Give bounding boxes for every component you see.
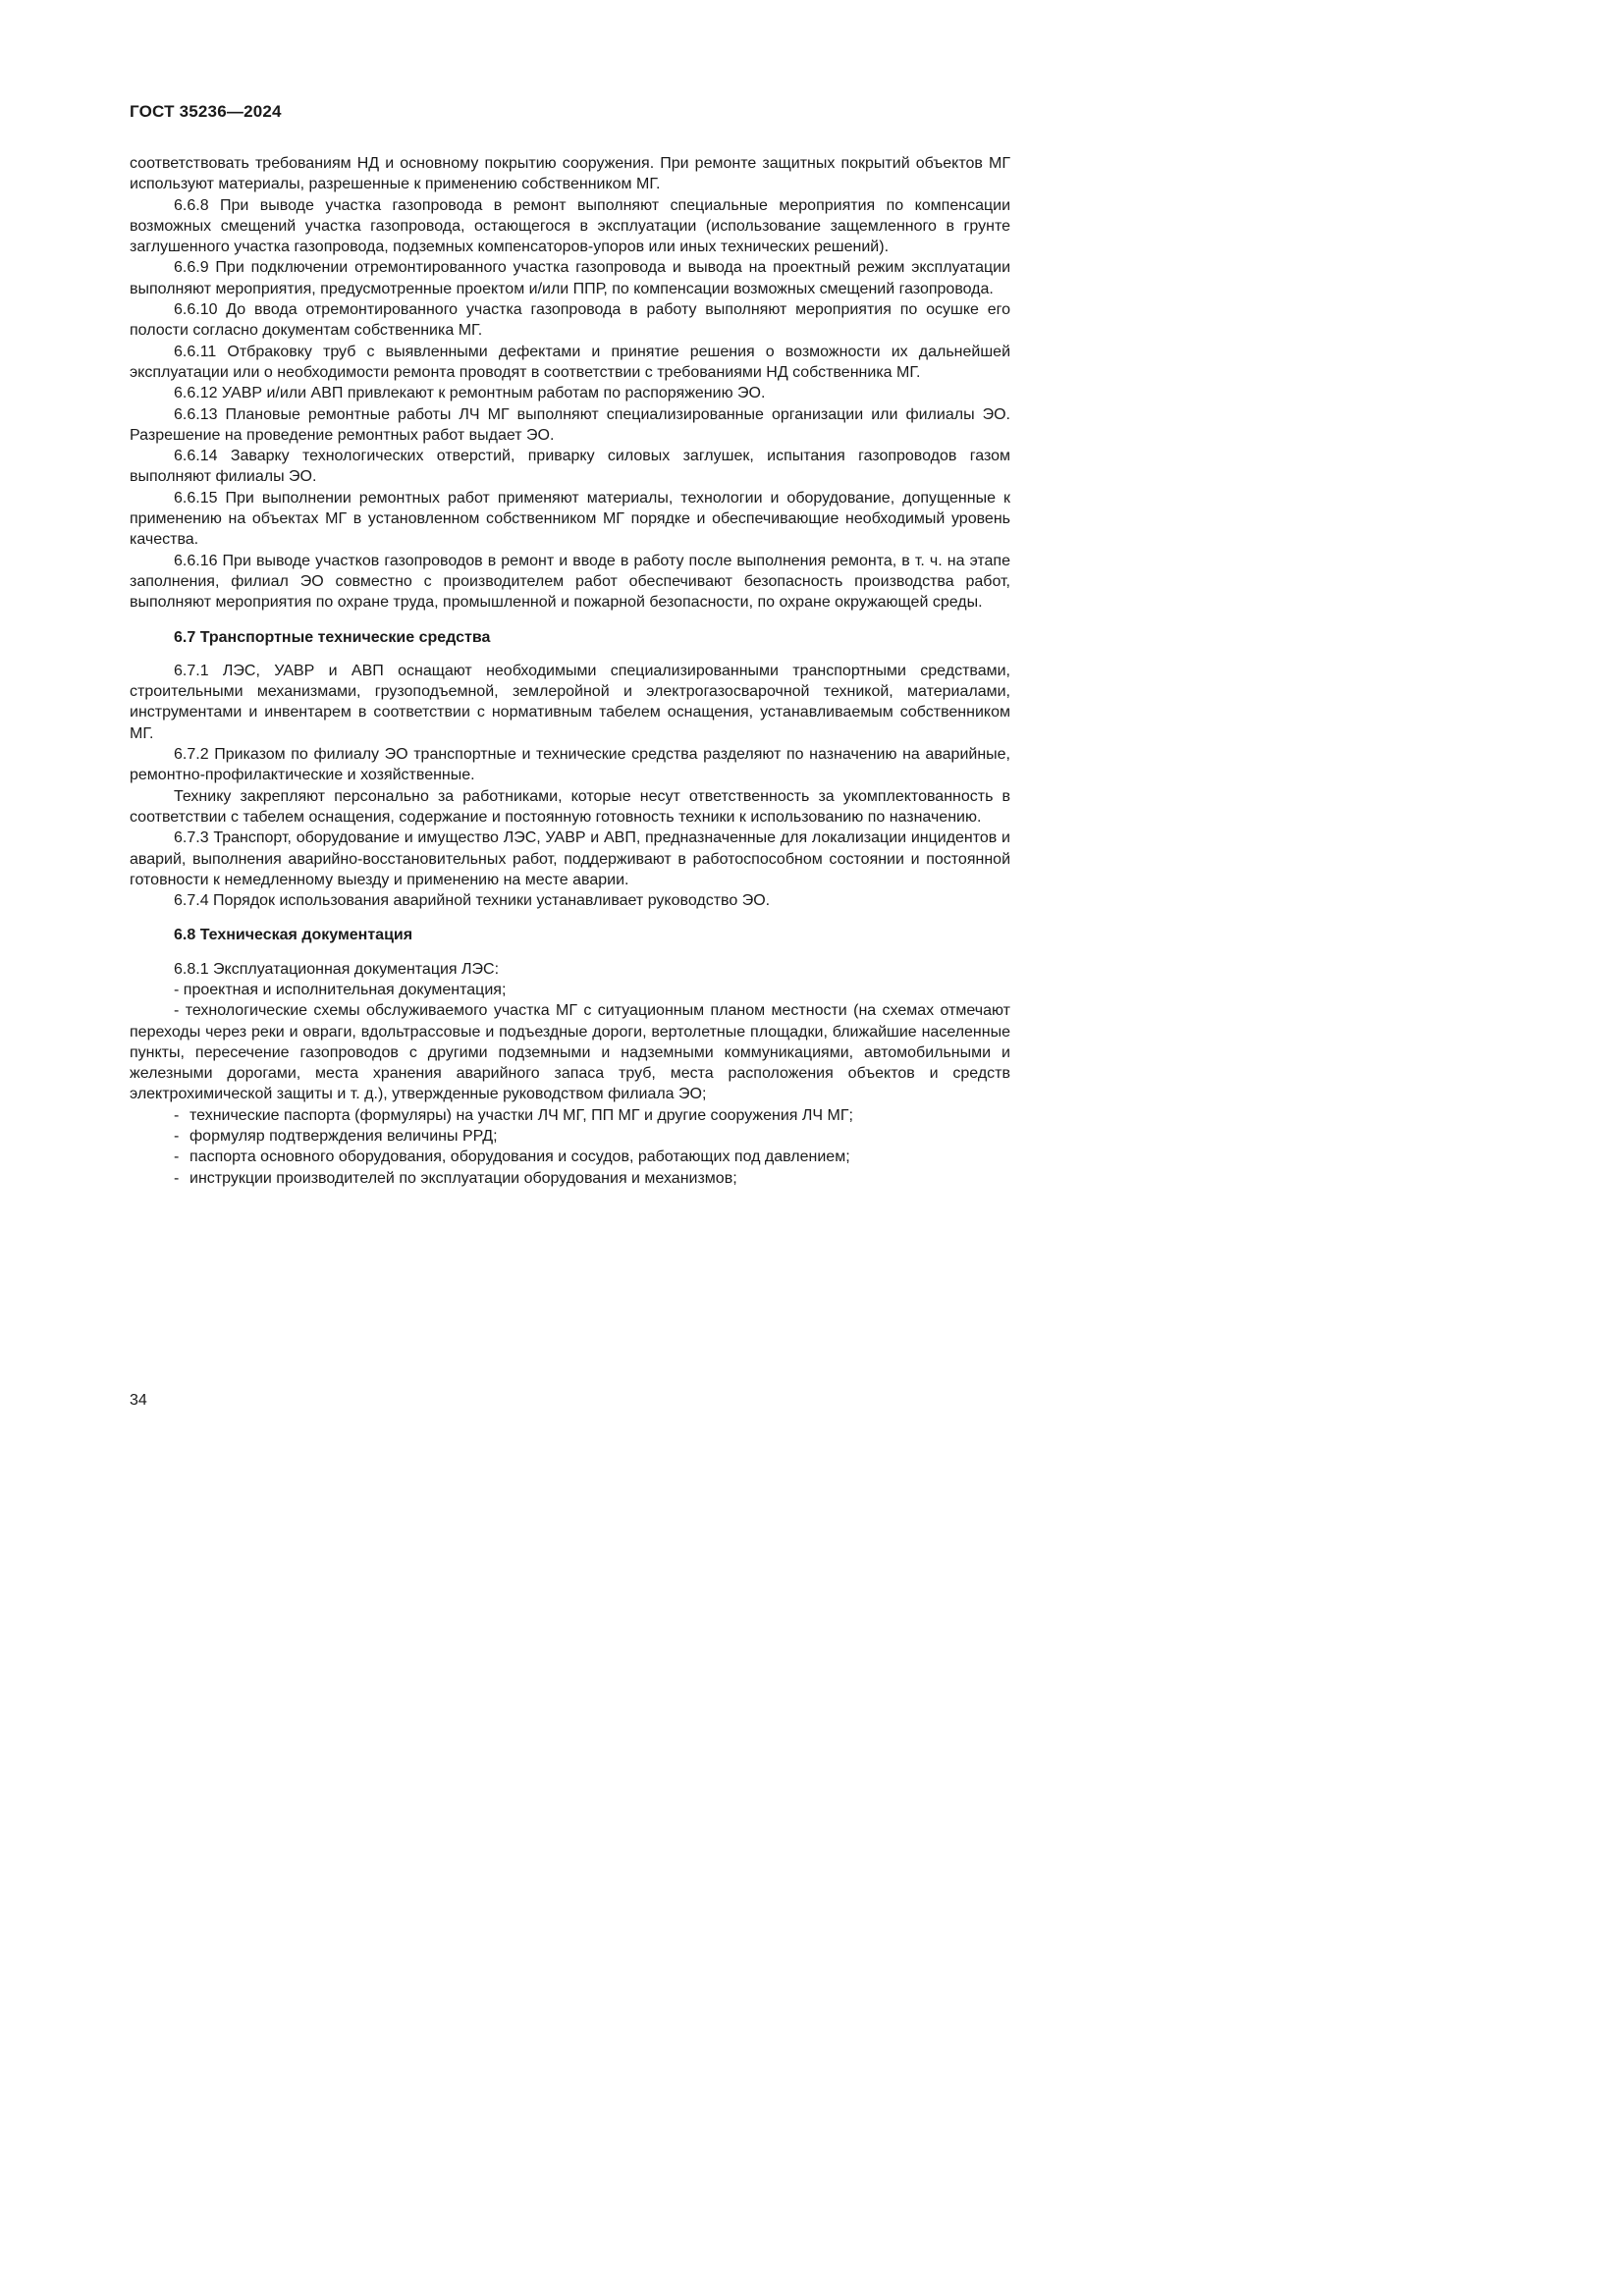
list-dash: - [174,1128,180,1146]
paragraph-6-6-12: 6.6.12 УАВР и/или АВП привлекают к ремонтным работам по распоряжению ЭО. [174,385,766,402]
list-dash: - [174,1169,180,1187]
paragraph-6-6-15: 6.6.15 При выполнении ремонтных работ применяют материалы, технологии и оборудование, допущенные к применению на объектах МГ в установленном собственником МГ порядке и обеспечивающие необходимый уровень качества. [130,489,1010,549]
document-header: ГОСТ 35236—2024 [130,102,282,121]
paragraph-6-6-9: 6.6.9 При подключении отремонтированного участка газопровода и вывода на проектный режим эксплуатации выполняют мероприятия, предусмотренные проектом и/или ППР, по компенсации возможных смещений газопровода. [130,259,1010,297]
paragraph-6-6-13: 6.6.13 Плановые ремонтные работы ЛЧ МГ выполняют специализированные организации или филиалы ЭО. Разрешение на проведение ремонтных работ выдает ЭО. [130,405,1010,444]
list-item-text: паспорта основного оборудования, оборудования и сосудов, работающих под давлением; [189,1148,850,1166]
paragraph-6-7-4: 6.7.4 Порядок использования аварийной техники устанавливает руководство ЭО. [174,892,771,910]
list-item-tech-schemes: - технологические схемы обслуживаемого участка МГ с ситуационным планом местности (на схемах отмечают переходы через реки и овраги, вдольтрассовые и подъездные дороги, вертолетные площадки, ближайшие населенные пункты, пересечение газопроводов с другими подземными и надземными коммуникациями, автомобильными и железными дорогами, места хранения аварийного запаса труб, места расположения объектов и средств электрохимической защиты и т. д.), утвержденные руководством филиала ЭО; [130,1002,1010,1103]
section-heading-6-8: 6.8 Техническая документация [174,927,413,944]
paragraph-6-7-2-continued: Технику закрепляют персонально за работниками, которые несут ответственность за укомплектованность в соответствии с табелем оснащения, содержание и постоянную готовность техники к использованию по назначению. [130,787,1010,826]
paragraph-6-6-11: 6.6.11 Отбраковку труб с выявленными дефектами и принятие решения о возможности их дальнейшей эксплуатации или о необходимости ремонта проводят в соответствии с требованиями НД собственника МГ. [130,343,1010,381]
paragraph-continuation: соответствовать требованиям НД и основному покрытию сооружения. При ремонте защитных покрытий объектов МГ используют материалы, разрешенные к применению собственником МГ. [130,155,1010,193]
list-item-text: инструкции производителей по эксплуатации оборудования и механизмов; [189,1169,737,1187]
list-item-text: технические паспорта (формуляры) на участки ЛЧ МГ, ПП МГ и другие сооружения ЛЧ МГ; [189,1106,853,1124]
section-heading-6-7: 6.7 Транспортные технические средства [174,628,491,646]
paragraph-6-7-2: 6.7.2 Приказом по филиалу ЭО транспортные и технические средства разделяют по назначению на аварийные, ремонтно-профилактические и хозяйственные. [130,746,1010,784]
paragraph-6-7-1: 6.7.1 ЛЭС, УАВР и АВП оснащают необходимыми специализированными транспортными средствами, строительными механизмами, грузоподъемной, землеройной и электрогазосварочной техникой, материалами, инструментами и инвентарем в соответствии с нормативным табелем оснащения, устанавливаемым собственником МГ. [130,662,1010,742]
paragraph-6-6-8: 6.6.8 При выводе участка газопровода в ремонт выполняют специальные мероприятия по компенсации возможных смещений участка газопровода, остающегося в эксплуатации (использование защемленного в грунте заглушенного участка газопровода, подземных компенсаторов-упоров или иных технических решений). [130,196,1010,256]
list-item [130,1147,1010,1167]
paragraph-6-6-14: 6.6.14 Заварку технологических отверстий, приварку силовых заглушек, испытания газопроводов газом выполняют филиалы ЭО. [130,448,1010,486]
page-number: 34 [130,1392,147,1409]
list-item [130,1168,1010,1189]
list-item [130,1105,1010,1126]
list-item-text: формуляр подтверждения величины РРД; [189,1128,498,1146]
list-dash: - [174,1106,180,1124]
list-item-design-docs: - проектная и исполнительная документация; [174,981,507,998]
paragraph-6-8-1: 6.8.1 Эксплуатационная документация ЛЭС: [174,960,500,978]
list-dash: - [174,1148,180,1166]
list-item [130,1126,1010,1147]
document-body [130,153,1010,1189]
paragraph-6-6-10: 6.6.10 До ввода отремонтированного участка газопровода в работу выполняют мероприятия по осушке его полости согласно документам собственника МГ. [130,301,1010,340]
paragraph-6-6-16: 6.6.16 При выводе участков газопроводов в ремонт и вводе в работу после выполнения ремонта, в т. ч. на этапе заполнения, филиал ЭО совместно с производителем работ обеспечивают безопасность производства работ, выполняют мероприятия по охране труда, промышленной и пожарной безопасности, по охране окружающей среды. [130,552,1010,612]
paragraph-6-7-3: 6.7.3 Транспорт, оборудование и имущество ЛЭС, УАВР и АВП, предназначенные для локализации инцидентов и аварий, выполнения аварийно-восстановительных работ, поддерживают в работоспособном состоянии и постоянной готовности к немедленному выезду и применению на месте аварии. [130,829,1010,888]
